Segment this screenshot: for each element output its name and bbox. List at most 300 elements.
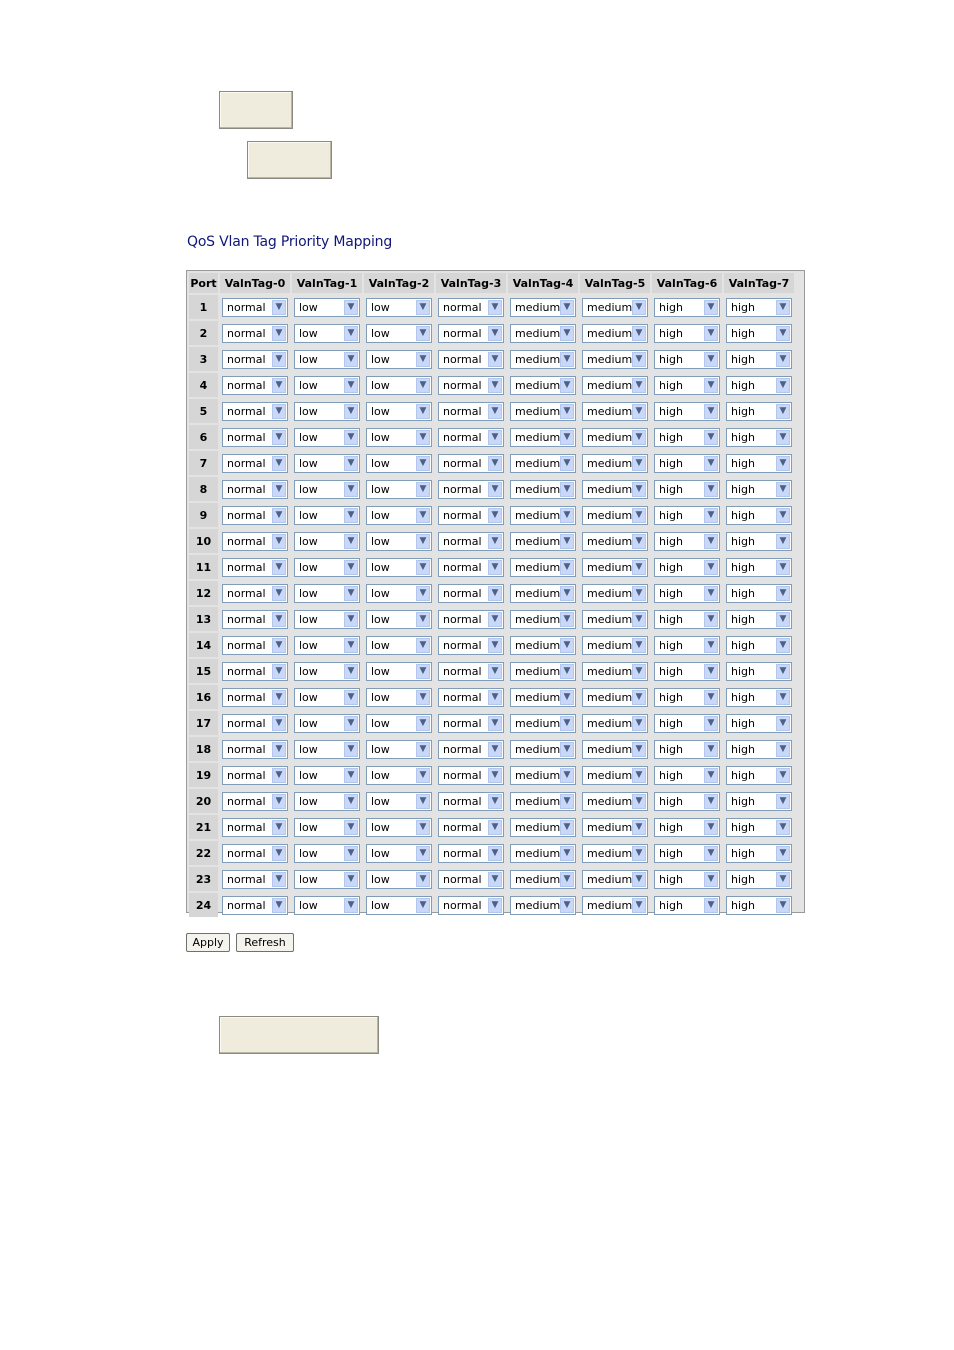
priority-select[interactable]: [510, 350, 576, 369]
priority-select[interactable]: [366, 428, 432, 447]
priority-select[interactable]: [654, 402, 720, 421]
priority-select[interactable]: [222, 454, 288, 473]
priority-select[interactable]: [366, 454, 432, 473]
chevron-down-icon[interactable]: ▼: [272, 820, 286, 835]
priority-select[interactable]: [366, 506, 432, 525]
priority-select[interactable]: [366, 532, 432, 551]
chevron-down-icon[interactable]: ▼: [344, 664, 358, 679]
chevron-down-icon[interactable]: ▼: [416, 690, 430, 705]
priority-select[interactable]: [222, 376, 288, 395]
chevron-down-icon[interactable]: ▼: [416, 664, 430, 679]
chevron-down-icon[interactable]: ▼: [776, 482, 790, 497]
chevron-down-icon[interactable]: ▼: [632, 846, 646, 861]
chevron-down-icon[interactable]: ▼: [704, 326, 718, 341]
priority-select[interactable]: [438, 480, 504, 499]
priority-select[interactable]: [654, 376, 720, 395]
priority-select[interactable]: [654, 636, 720, 655]
priority-select[interactable]: [726, 740, 792, 759]
chevron-down-icon[interactable]: ▼: [776, 872, 790, 887]
chevron-down-icon[interactable]: ▼: [272, 612, 286, 627]
chevron-down-icon[interactable]: ▼: [488, 638, 502, 653]
priority-select[interactable]: [366, 584, 432, 603]
priority-select[interactable]: [654, 714, 720, 733]
chevron-down-icon[interactable]: ▼: [704, 898, 718, 913]
priority-select[interactable]: [222, 428, 288, 447]
priority-select[interactable]: [294, 532, 360, 551]
priority-select[interactable]: [510, 636, 576, 655]
chevron-down-icon[interactable]: ▼: [704, 612, 718, 627]
priority-select[interactable]: [366, 376, 432, 395]
priority-select[interactable]: [654, 818, 720, 837]
priority-select[interactable]: [294, 662, 360, 681]
priority-select[interactable]: [582, 324, 648, 343]
chevron-down-icon[interactable]: ▼: [632, 508, 646, 523]
chevron-down-icon[interactable]: ▼: [344, 820, 358, 835]
chevron-down-icon[interactable]: ▼: [344, 352, 358, 367]
priority-select[interactable]: [294, 792, 360, 811]
chevron-down-icon[interactable]: ▼: [272, 768, 286, 783]
priority-select[interactable]: [366, 792, 432, 811]
priority-select[interactable]: [366, 818, 432, 837]
chevron-down-icon[interactable]: ▼: [632, 404, 646, 419]
chevron-down-icon[interactable]: ▼: [488, 898, 502, 913]
chevron-down-icon[interactable]: ▼: [632, 612, 646, 627]
priority-select[interactable]: [582, 740, 648, 759]
priority-select[interactable]: [366, 610, 432, 629]
chevron-down-icon[interactable]: ▼: [344, 378, 358, 393]
priority-select[interactable]: [654, 558, 720, 577]
chevron-down-icon[interactable]: ▼: [560, 482, 574, 497]
priority-select[interactable]: [726, 506, 792, 525]
priority-select[interactable]: [726, 428, 792, 447]
priority-select[interactable]: [726, 324, 792, 343]
priority-select[interactable]: [438, 766, 504, 785]
priority-select[interactable]: [582, 792, 648, 811]
priority-select[interactable]: [510, 480, 576, 499]
priority-select[interactable]: [366, 844, 432, 863]
chevron-down-icon[interactable]: ▼: [704, 430, 718, 445]
priority-select[interactable]: [294, 896, 360, 915]
priority-select[interactable]: [438, 506, 504, 525]
priority-select[interactable]: [582, 610, 648, 629]
chevron-down-icon[interactable]: ▼: [272, 690, 286, 705]
chevron-down-icon[interactable]: ▼: [560, 326, 574, 341]
chevron-down-icon[interactable]: ▼: [776, 690, 790, 705]
chevron-down-icon[interactable]: ▼: [704, 664, 718, 679]
chevron-down-icon[interactable]: ▼: [344, 794, 358, 809]
chevron-down-icon[interactable]: ▼: [560, 508, 574, 523]
priority-select[interactable]: [222, 688, 288, 707]
priority-select[interactable]: [294, 714, 360, 733]
chevron-down-icon[interactable]: ▼: [344, 534, 358, 549]
chevron-down-icon[interactable]: ▼: [560, 300, 574, 315]
priority-select[interactable]: [294, 844, 360, 863]
refresh-button[interactable]: Refresh: [236, 933, 294, 952]
priority-select[interactable]: [438, 792, 504, 811]
priority-select[interactable]: [654, 610, 720, 629]
chevron-down-icon[interactable]: ▼: [560, 638, 574, 653]
chevron-down-icon[interactable]: ▼: [416, 456, 430, 471]
chevron-down-icon[interactable]: ▼: [632, 716, 646, 731]
chevron-down-icon[interactable]: ▼: [416, 768, 430, 783]
chevron-down-icon[interactable]: ▼: [488, 664, 502, 679]
priority-select[interactable]: [222, 480, 288, 499]
chevron-down-icon[interactable]: ▼: [560, 560, 574, 575]
chevron-down-icon[interactable]: ▼: [344, 300, 358, 315]
chevron-down-icon[interactable]: ▼: [416, 560, 430, 575]
priority-select[interactable]: [510, 844, 576, 863]
priority-select[interactable]: [366, 480, 432, 499]
priority-select[interactable]: [726, 532, 792, 551]
priority-select[interactable]: [582, 844, 648, 863]
chevron-down-icon[interactable]: ▼: [776, 456, 790, 471]
chevron-down-icon[interactable]: ▼: [488, 820, 502, 835]
priority-select[interactable]: [726, 688, 792, 707]
priority-select[interactable]: [438, 896, 504, 915]
chevron-down-icon[interactable]: ▼: [560, 794, 574, 809]
priority-select[interactable]: [222, 818, 288, 837]
chevron-down-icon[interactable]: ▼: [272, 404, 286, 419]
priority-select[interactable]: [366, 558, 432, 577]
chevron-down-icon[interactable]: ▼: [272, 638, 286, 653]
chevron-down-icon[interactable]: ▼: [560, 664, 574, 679]
chevron-down-icon[interactable]: ▼: [704, 508, 718, 523]
priority-select[interactable]: [294, 740, 360, 759]
chevron-down-icon[interactable]: ▼: [632, 352, 646, 367]
chevron-down-icon[interactable]: ▼: [704, 820, 718, 835]
chevron-down-icon[interactable]: ▼: [632, 430, 646, 445]
priority-select[interactable]: [438, 740, 504, 759]
priority-select[interactable]: [294, 610, 360, 629]
chevron-down-icon[interactable]: ▼: [272, 872, 286, 887]
chevron-down-icon[interactable]: ▼: [632, 326, 646, 341]
priority-select[interactable]: [582, 454, 648, 473]
chevron-down-icon[interactable]: ▼: [632, 898, 646, 913]
chevron-down-icon[interactable]: ▼: [704, 300, 718, 315]
priority-select[interactable]: [222, 532, 288, 551]
priority-select[interactable]: [294, 584, 360, 603]
priority-select[interactable]: [726, 350, 792, 369]
priority-select[interactable]: [366, 740, 432, 759]
priority-select[interactable]: [654, 480, 720, 499]
priority-select[interactable]: [654, 428, 720, 447]
chevron-down-icon[interactable]: ▼: [704, 378, 718, 393]
chevron-down-icon[interactable]: ▼: [632, 768, 646, 783]
chevron-down-icon[interactable]: ▼: [560, 352, 574, 367]
priority-select[interactable]: [726, 558, 792, 577]
chevron-down-icon[interactable]: ▼: [776, 404, 790, 419]
chevron-down-icon[interactable]: ▼: [488, 872, 502, 887]
priority-select[interactable]: [294, 376, 360, 395]
chevron-down-icon[interactable]: ▼: [704, 456, 718, 471]
priority-select[interactable]: [510, 558, 576, 577]
chevron-down-icon[interactable]: ▼: [344, 456, 358, 471]
chevron-down-icon[interactable]: ▼: [704, 482, 718, 497]
priority-select[interactable]: [222, 766, 288, 785]
chevron-down-icon[interactable]: ▼: [632, 378, 646, 393]
chevron-down-icon[interactable]: ▼: [488, 326, 502, 341]
priority-select[interactable]: [294, 402, 360, 421]
chevron-down-icon[interactable]: ▼: [704, 404, 718, 419]
chevron-down-icon[interactable]: ▼: [416, 794, 430, 809]
chevron-down-icon[interactable]: ▼: [272, 742, 286, 757]
chevron-down-icon[interactable]: ▼: [776, 612, 790, 627]
priority-select[interactable]: [294, 766, 360, 785]
priority-select[interactable]: [654, 870, 720, 889]
priority-select[interactable]: [222, 558, 288, 577]
chevron-down-icon[interactable]: ▼: [776, 638, 790, 653]
chevron-down-icon[interactable]: ▼: [704, 690, 718, 705]
chevron-down-icon[interactable]: ▼: [776, 508, 790, 523]
priority-select[interactable]: [510, 610, 576, 629]
chevron-down-icon[interactable]: ▼: [272, 716, 286, 731]
priority-select[interactable]: [726, 844, 792, 863]
chevron-down-icon[interactable]: ▼: [272, 508, 286, 523]
priority-select[interactable]: [222, 350, 288, 369]
chevron-down-icon[interactable]: ▼: [344, 560, 358, 575]
chevron-down-icon[interactable]: ▼: [272, 300, 286, 315]
chevron-down-icon[interactable]: ▼: [272, 560, 286, 575]
chevron-down-icon[interactable]: ▼: [416, 430, 430, 445]
chevron-down-icon[interactable]: ▼: [632, 742, 646, 757]
priority-select[interactable]: [582, 636, 648, 655]
chevron-down-icon[interactable]: ▼: [704, 872, 718, 887]
priority-select[interactable]: [294, 506, 360, 525]
chevron-down-icon[interactable]: ▼: [488, 430, 502, 445]
chevron-down-icon[interactable]: ▼: [344, 768, 358, 783]
priority-select[interactable]: [222, 636, 288, 655]
priority-select[interactable]: [294, 818, 360, 837]
priority-select[interactable]: [366, 324, 432, 343]
priority-select[interactable]: [366, 688, 432, 707]
chevron-down-icon[interactable]: ▼: [272, 586, 286, 601]
priority-select[interactable]: [438, 454, 504, 473]
priority-select[interactable]: [654, 532, 720, 551]
priority-select[interactable]: [726, 662, 792, 681]
chevron-down-icon[interactable]: ▼: [416, 586, 430, 601]
chevron-down-icon[interactable]: ▼: [776, 664, 790, 679]
priority-select[interactable]: [726, 766, 792, 785]
chevron-down-icon[interactable]: ▼: [272, 846, 286, 861]
priority-select[interactable]: [438, 402, 504, 421]
priority-select[interactable]: [726, 454, 792, 473]
priority-select[interactable]: [510, 428, 576, 447]
chevron-down-icon[interactable]: ▼: [416, 872, 430, 887]
chevron-down-icon[interactable]: ▼: [776, 586, 790, 601]
chevron-down-icon[interactable]: ▼: [776, 898, 790, 913]
chevron-down-icon[interactable]: ▼: [488, 612, 502, 627]
priority-select[interactable]: [222, 662, 288, 681]
priority-select[interactable]: [366, 298, 432, 317]
chevron-down-icon[interactable]: ▼: [704, 794, 718, 809]
chevron-down-icon[interactable]: ▼: [488, 716, 502, 731]
chevron-down-icon[interactable]: ▼: [416, 898, 430, 913]
priority-select[interactable]: [294, 428, 360, 447]
chevron-down-icon[interactable]: ▼: [488, 846, 502, 861]
chevron-down-icon[interactable]: ▼: [488, 560, 502, 575]
priority-select[interactable]: [510, 870, 576, 889]
priority-select[interactable]: [726, 402, 792, 421]
priority-select[interactable]: [510, 506, 576, 525]
priority-select[interactable]: [582, 428, 648, 447]
priority-select[interactable]: [582, 870, 648, 889]
chevron-down-icon[interactable]: ▼: [560, 378, 574, 393]
chevron-down-icon[interactable]: ▼: [632, 482, 646, 497]
priority-select[interactable]: [654, 662, 720, 681]
chevron-down-icon[interactable]: ▼: [344, 430, 358, 445]
apply-button[interactable]: Apply: [186, 933, 230, 952]
priority-select[interactable]: [654, 324, 720, 343]
priority-select[interactable]: [726, 818, 792, 837]
priority-select[interactable]: [366, 766, 432, 785]
chevron-down-icon[interactable]: ▼: [632, 638, 646, 653]
chevron-down-icon[interactable]: ▼: [704, 716, 718, 731]
priority-select[interactable]: [582, 818, 648, 837]
priority-select[interactable]: [438, 428, 504, 447]
chevron-down-icon[interactable]: ▼: [776, 300, 790, 315]
chevron-down-icon[interactable]: ▼: [776, 560, 790, 575]
priority-select[interactable]: [294, 558, 360, 577]
priority-select[interactable]: [654, 766, 720, 785]
priority-select[interactable]: [222, 714, 288, 733]
chevron-down-icon[interactable]: ▼: [632, 300, 646, 315]
priority-select[interactable]: [438, 636, 504, 655]
chevron-down-icon[interactable]: ▼: [488, 794, 502, 809]
priority-select[interactable]: [294, 870, 360, 889]
chevron-down-icon[interactable]: ▼: [344, 742, 358, 757]
chevron-down-icon[interactable]: ▼: [272, 352, 286, 367]
chevron-down-icon[interactable]: ▼: [632, 560, 646, 575]
chevron-down-icon[interactable]: ▼: [776, 716, 790, 731]
chevron-down-icon[interactable]: ▼: [776, 846, 790, 861]
priority-select[interactable]: [726, 896, 792, 915]
priority-select[interactable]: [510, 532, 576, 551]
chevron-down-icon[interactable]: ▼: [272, 898, 286, 913]
priority-select[interactable]: [654, 792, 720, 811]
chevron-down-icon[interactable]: ▼: [488, 690, 502, 705]
priority-select[interactable]: [366, 870, 432, 889]
priority-select[interactable]: [222, 792, 288, 811]
chevron-down-icon[interactable]: ▼: [488, 586, 502, 601]
chevron-down-icon[interactable]: ▼: [776, 820, 790, 835]
priority-select[interactable]: [438, 610, 504, 629]
chevron-down-icon[interactable]: ▼: [344, 586, 358, 601]
chevron-down-icon[interactable]: ▼: [560, 456, 574, 471]
priority-select[interactable]: [294, 298, 360, 317]
chevron-down-icon[interactable]: ▼: [776, 430, 790, 445]
priority-select[interactable]: [222, 610, 288, 629]
priority-select[interactable]: [510, 714, 576, 733]
chevron-down-icon[interactable]: ▼: [344, 872, 358, 887]
priority-select[interactable]: [222, 740, 288, 759]
chevron-down-icon[interactable]: ▼: [416, 378, 430, 393]
priority-select[interactable]: [510, 584, 576, 603]
priority-select[interactable]: [726, 480, 792, 499]
chevron-down-icon[interactable]: ▼: [488, 482, 502, 497]
priority-select[interactable]: [438, 324, 504, 343]
priority-select[interactable]: [510, 298, 576, 317]
priority-select[interactable]: [582, 298, 648, 317]
priority-select[interactable]: [582, 766, 648, 785]
chevron-down-icon[interactable]: ▼: [272, 430, 286, 445]
chevron-down-icon[interactable]: ▼: [704, 586, 718, 601]
priority-select[interactable]: [582, 350, 648, 369]
chevron-down-icon[interactable]: ▼: [560, 846, 574, 861]
chevron-down-icon[interactable]: ▼: [416, 300, 430, 315]
chevron-down-icon[interactable]: ▼: [344, 612, 358, 627]
priority-select[interactable]: [510, 376, 576, 395]
priority-select[interactable]: [510, 662, 576, 681]
chevron-down-icon[interactable]: ▼: [416, 352, 430, 367]
priority-select[interactable]: [222, 298, 288, 317]
chevron-down-icon[interactable]: ▼: [416, 820, 430, 835]
chevron-down-icon[interactable]: ▼: [344, 508, 358, 523]
chevron-down-icon[interactable]: ▼: [272, 534, 286, 549]
priority-select[interactable]: [438, 298, 504, 317]
chevron-down-icon[interactable]: ▼: [416, 638, 430, 653]
priority-select[interactable]: [510, 792, 576, 811]
priority-select[interactable]: [510, 402, 576, 421]
priority-select[interactable]: [510, 324, 576, 343]
chevron-down-icon[interactable]: ▼: [488, 352, 502, 367]
priority-select[interactable]: [654, 688, 720, 707]
priority-select[interactable]: [654, 454, 720, 473]
chevron-down-icon[interactable]: ▼: [704, 534, 718, 549]
priority-select[interactable]: [366, 350, 432, 369]
chevron-down-icon[interactable]: ▼: [776, 768, 790, 783]
priority-select[interactable]: [726, 610, 792, 629]
chevron-down-icon[interactable]: ▼: [344, 482, 358, 497]
chevron-down-icon[interactable]: ▼: [704, 638, 718, 653]
priority-select[interactable]: [294, 688, 360, 707]
priority-select[interactable]: [582, 688, 648, 707]
chevron-down-icon[interactable]: ▼: [560, 534, 574, 549]
chevron-down-icon[interactable]: ▼: [632, 586, 646, 601]
chevron-down-icon[interactable]: ▼: [416, 508, 430, 523]
chevron-down-icon[interactable]: ▼: [776, 534, 790, 549]
chevron-down-icon[interactable]: ▼: [632, 794, 646, 809]
priority-select[interactable]: [582, 584, 648, 603]
priority-select[interactable]: [654, 740, 720, 759]
priority-select[interactable]: [366, 662, 432, 681]
chevron-down-icon[interactable]: ▼: [632, 456, 646, 471]
priority-select[interactable]: [726, 298, 792, 317]
priority-select[interactable]: [510, 740, 576, 759]
chevron-down-icon[interactable]: ▼: [488, 742, 502, 757]
priority-select[interactable]: [438, 818, 504, 837]
priority-select[interactable]: [366, 896, 432, 915]
priority-select[interactable]: [294, 324, 360, 343]
priority-select[interactable]: [438, 714, 504, 733]
priority-select[interactable]: [510, 818, 576, 837]
chevron-down-icon[interactable]: ▼: [416, 482, 430, 497]
chevron-down-icon[interactable]: ▼: [560, 742, 574, 757]
chevron-down-icon[interactable]: ▼: [704, 768, 718, 783]
chevron-down-icon[interactable]: ▼: [344, 690, 358, 705]
priority-select[interactable]: [294, 454, 360, 473]
chevron-down-icon[interactable]: ▼: [272, 378, 286, 393]
chevron-down-icon[interactable]: ▼: [560, 872, 574, 887]
priority-select[interactable]: [222, 324, 288, 343]
priority-select[interactable]: [222, 870, 288, 889]
priority-select[interactable]: [582, 532, 648, 551]
priority-select[interactable]: [438, 844, 504, 863]
priority-select[interactable]: [366, 714, 432, 733]
chevron-down-icon[interactable]: ▼: [632, 820, 646, 835]
priority-select[interactable]: [510, 896, 576, 915]
chevron-down-icon[interactable]: ▼: [560, 768, 574, 783]
priority-select[interactable]: [510, 454, 576, 473]
